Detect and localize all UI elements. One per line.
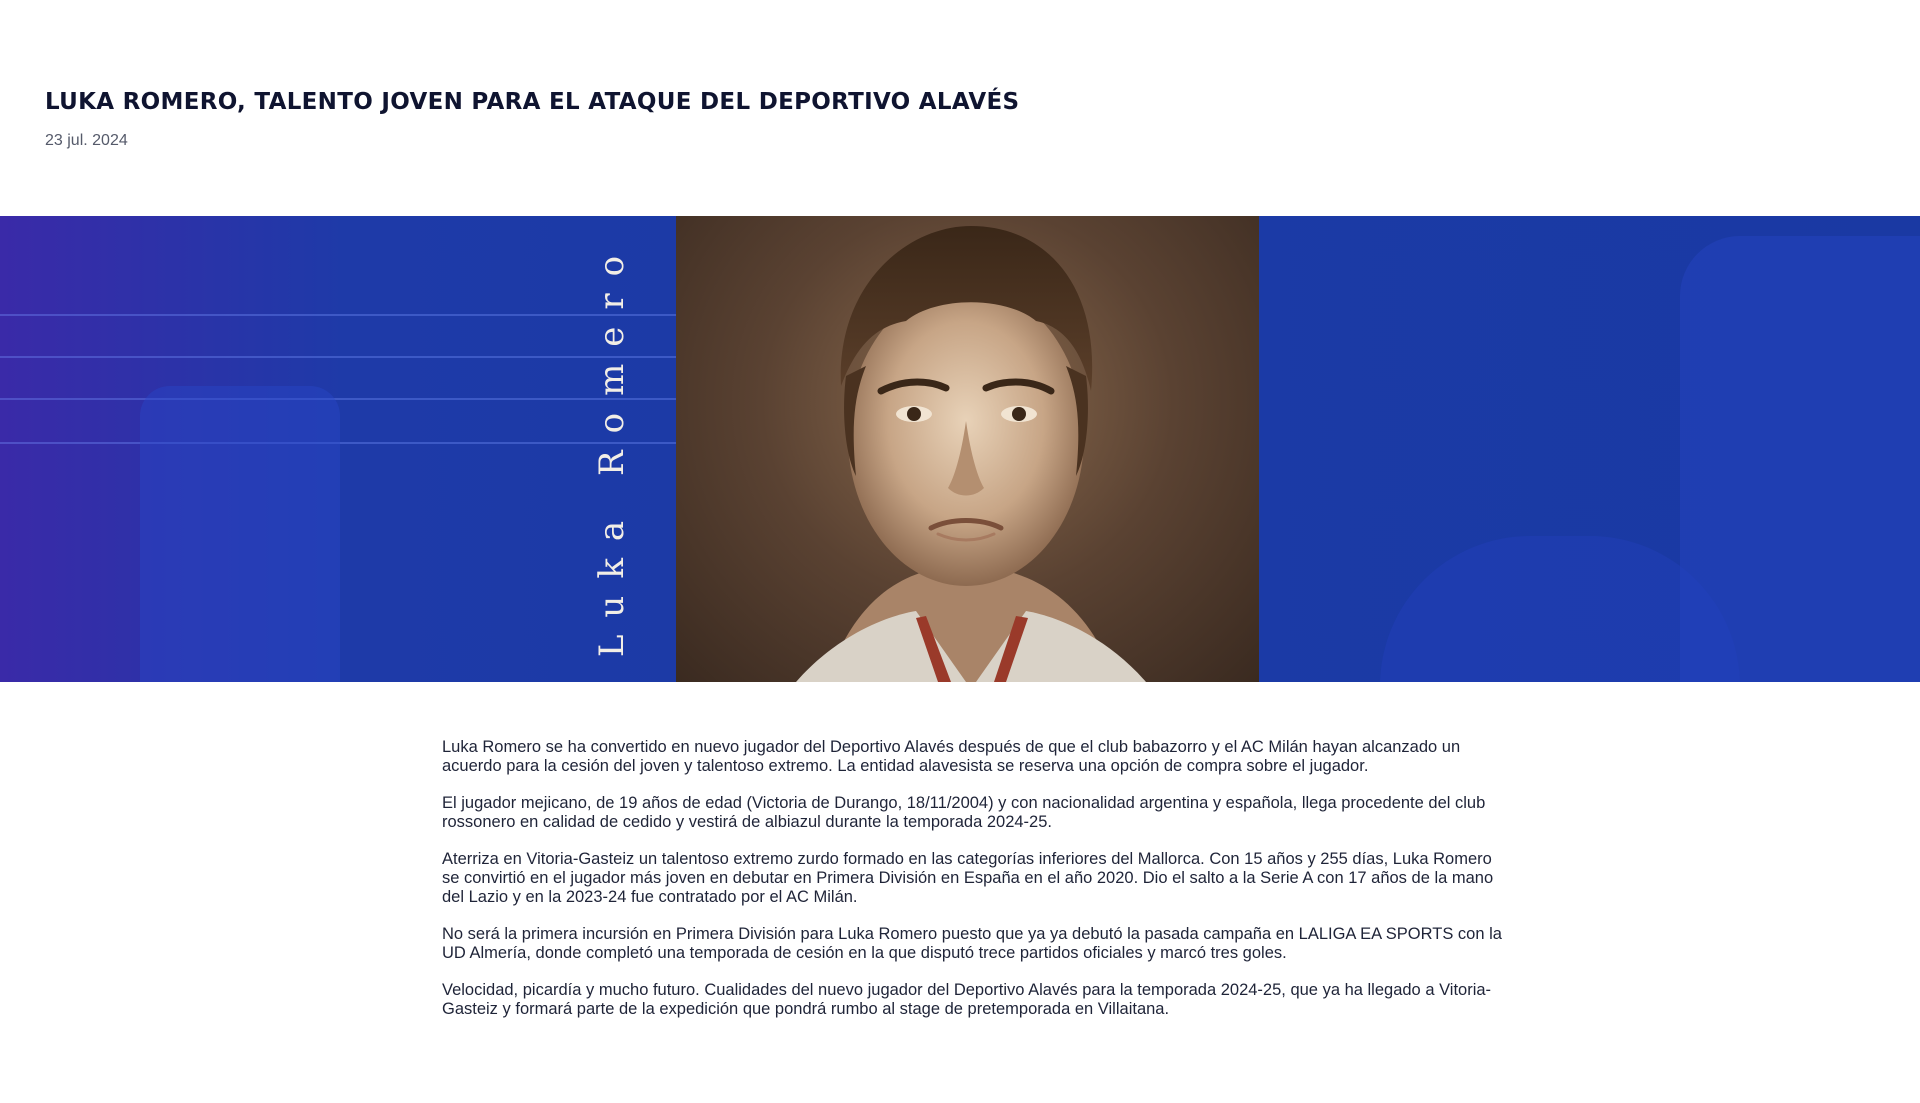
article-header bbox=[45, 90, 1145, 150]
banner-player-name: Luka Romero bbox=[592, 238, 632, 658]
banner-number-shape bbox=[140, 386, 340, 682]
article-title: LUKA ROMERO, TALENTO JOVEN PARA EL ATAQUE DEL DEPORTIVO ALAVÉS bbox=[45, 89, 1020, 115]
banner-stripe bbox=[0, 314, 676, 316]
article-paragraph: Aterriza en Vitoria-Gasteiz un talentoso extremo zurdo formado en las categorías inferiores del Mallorca. Con 15 años y 255 días, Luka Romero se convirtió en el jugador más joven en debutar en Primera División en España en el año 2020. Dio el salto a la Serie A con 17 años de la mano del Lazio y en la 2023-24 fue contratado por el AC Milán. bbox=[442, 850, 1494, 906]
article-paragraph: Velocidad, picardía y mucho futuro. Cualidades del nuevo jugador del Deportivo Alavés para la temporada 2024-25, que ya ha llegado a Vitoria-Gasteiz y formará parte de la expedición que pondrá rumbo al stage de pretemporada en Villaitana. bbox=[442, 981, 1492, 1018]
article-body bbox=[442, 738, 1512, 1037]
banner-stripe bbox=[0, 356, 676, 358]
article-paragraph: El jugador mejicano, de 19 años de edad (Victoria de Durango, 18/11/2004) y con nacionalidad argentina y española, llega procedente del club rossonero en calidad de cedido y vestirá de albiazul durante la temporada 2024-25. bbox=[442, 794, 1486, 831]
player-portrait bbox=[676, 216, 1259, 682]
article-paragraph: No será la primera incursión en Primera División para Luka Romero puesto que ya ya debutó la pasada campaña en LALIGA EA SPORTS con la UD Almería, donde completó una temporada de cesión en la que disputó trece partidos oficiales y marcó tres goles. bbox=[442, 925, 1502, 962]
article-date: 23 jul. 2024 bbox=[45, 132, 128, 149]
article-paragraph: Luka Romero se ha convertido en nuevo jugador del Deportivo Alavés después de que el club babazorro y el AC Milán hayan alcanzado un acuerdo para la cesión del joven y talentoso extremo. La entidad alavesista se reserva una opción de compra sobre el jugador. bbox=[442, 738, 1461, 775]
banner-stripe bbox=[0, 398, 676, 400]
